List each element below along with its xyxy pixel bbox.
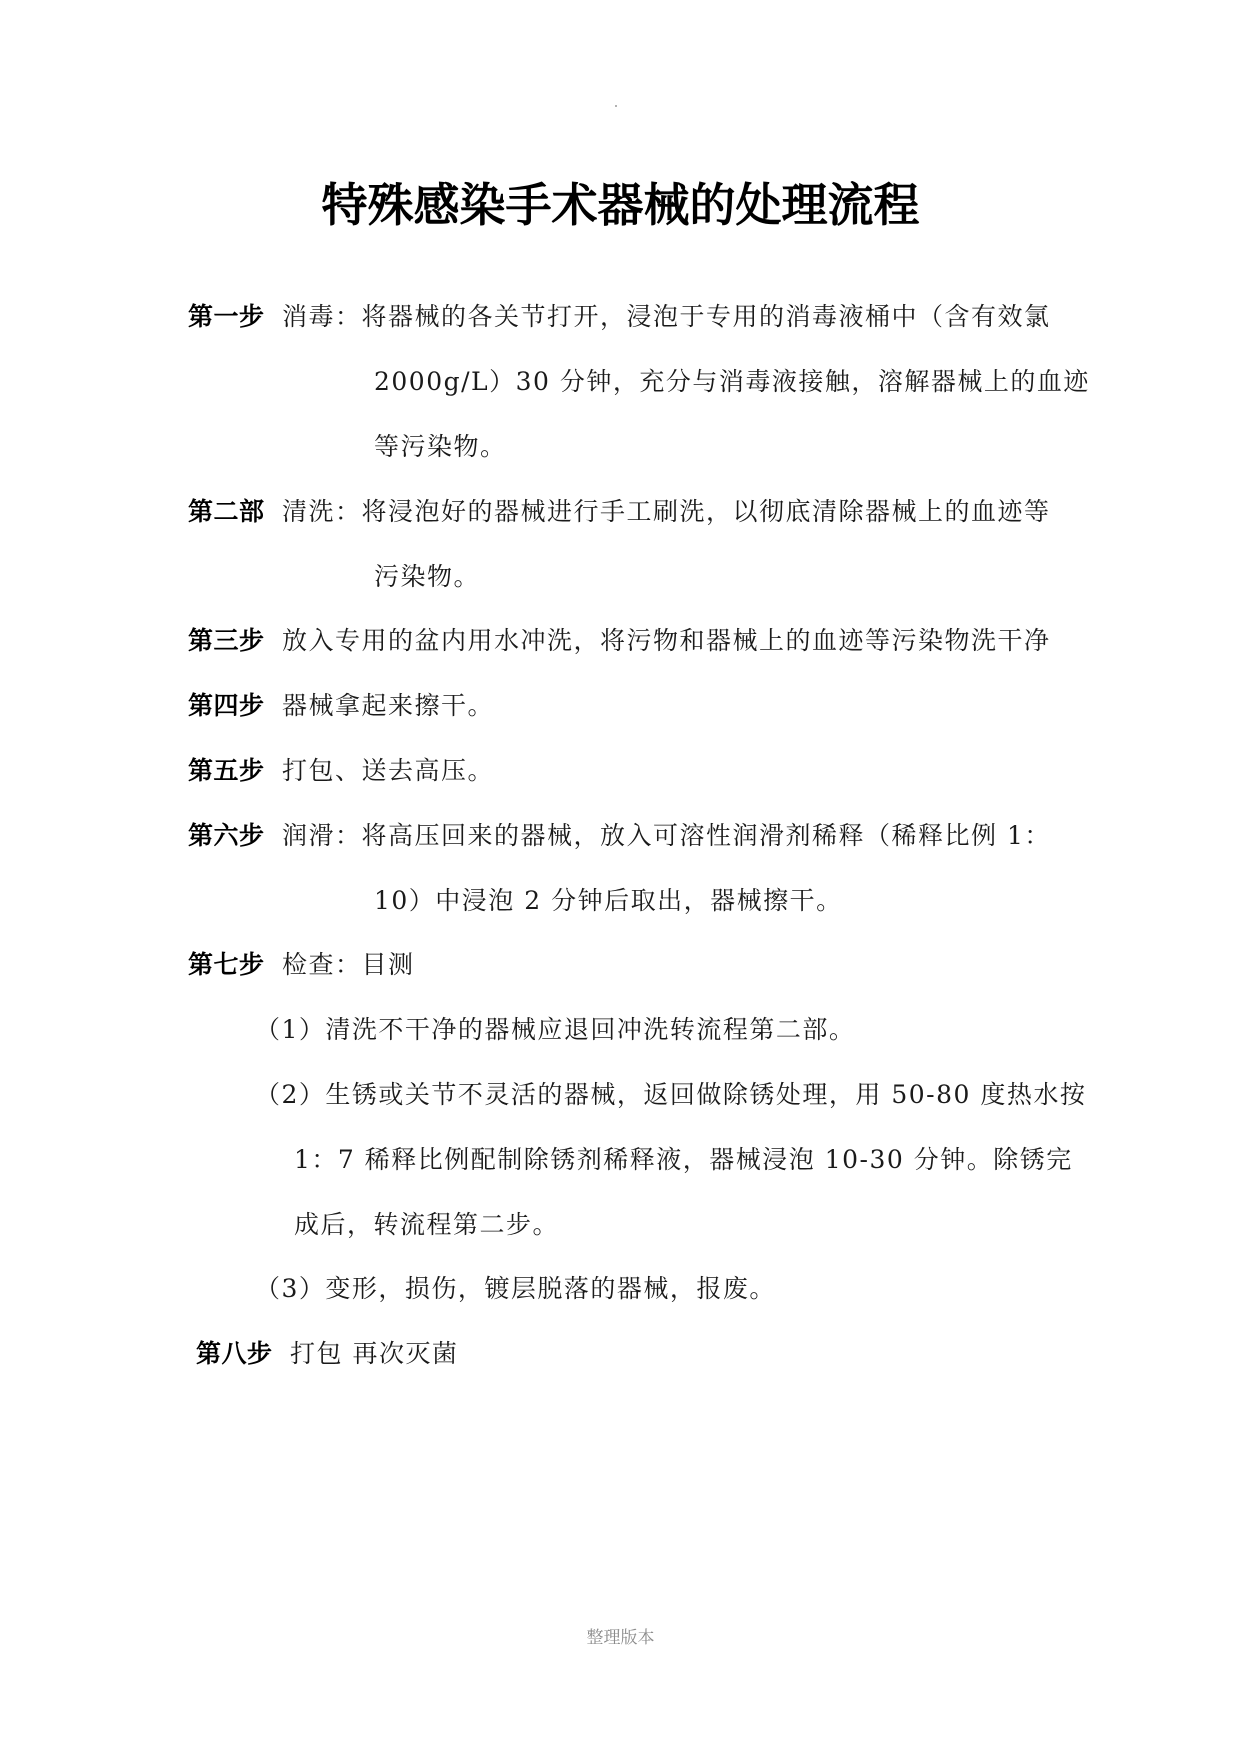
step-8-text-line-1: 打包 再次灭菌	[290, 1339, 459, 1368]
step-8-label: 第八步	[196, 1339, 273, 1368]
step-2-text-line-2: 污染物。	[374, 562, 481, 591]
step-7-item-2-line-3: 成后，转流程第二步。	[294, 1210, 560, 1239]
step-6-text-line-1: 润滑：将高压回来的器械，放入可溶性润滑剂稀释（稀释比例 1：	[282, 821, 1051, 850]
step-4-label: 第四步	[188, 691, 265, 720]
step-1-text-line-3: 等污染物。	[374, 432, 507, 461]
step-6-label: 第六步	[188, 821, 265, 850]
page-footer: 整理版本	[586, 1628, 655, 1648]
step-7-item-1-line-1: （1）清洗不干净的器械应退回冲洗转流程第二部。	[255, 1015, 856, 1044]
step-6-text-line-2: 10）中浸泡 2 分钟后取出，器械擦干。	[374, 886, 843, 915]
step-1-text-line-2: 2000g/L）30 分钟，充分与消毒液接触，溶解器械上的血迹	[374, 367, 1090, 396]
step-7-label: 第七步	[188, 950, 265, 979]
step-2-label: 第二部	[188, 497, 265, 526]
step-2-text-line-1: 清洗：将浸泡好的器械进行手工刷洗，以彻底清除器械上的血迹等	[282, 497, 1051, 526]
step-7-item-2-line-2: 1：7 稀释比例配制除锈剂稀释液，器械浸泡 10-30 分钟。除锈完	[294, 1145, 1073, 1174]
step-1-text-line-1: 消毒：将器械的各关节打开，浸泡于专用的消毒液桶中（含有效氯	[282, 302, 1051, 331]
document-title: 特殊感染手术器械的处理流程	[321, 178, 920, 232]
step-7-text-line-1: 检查：目测	[282, 950, 415, 979]
step-7-item-2-line-1: （2）生锈或关节不灵活的器械，返回做除锈处理，用 50-80 度热水按	[255, 1080, 1087, 1109]
step-1-label: 第一步	[188, 302, 265, 331]
step-3-text-line-1: 放入专用的盆内用水冲洗，将污物和器械上的血迹等污染物洗干净	[282, 626, 1051, 655]
step-4-text-line-1: 器械拿起来擦干。	[282, 691, 495, 720]
step-5-label: 第五步	[188, 756, 265, 785]
step-7-item-3-line-1: （3）变形，损伤，镀层脱落的器械，报废。	[255, 1274, 776, 1303]
step-3-label: 第三步	[188, 626, 265, 655]
header-dot	[615, 105, 617, 107]
step-5-text-line-1: 打包、送去高压。	[282, 756, 495, 785]
